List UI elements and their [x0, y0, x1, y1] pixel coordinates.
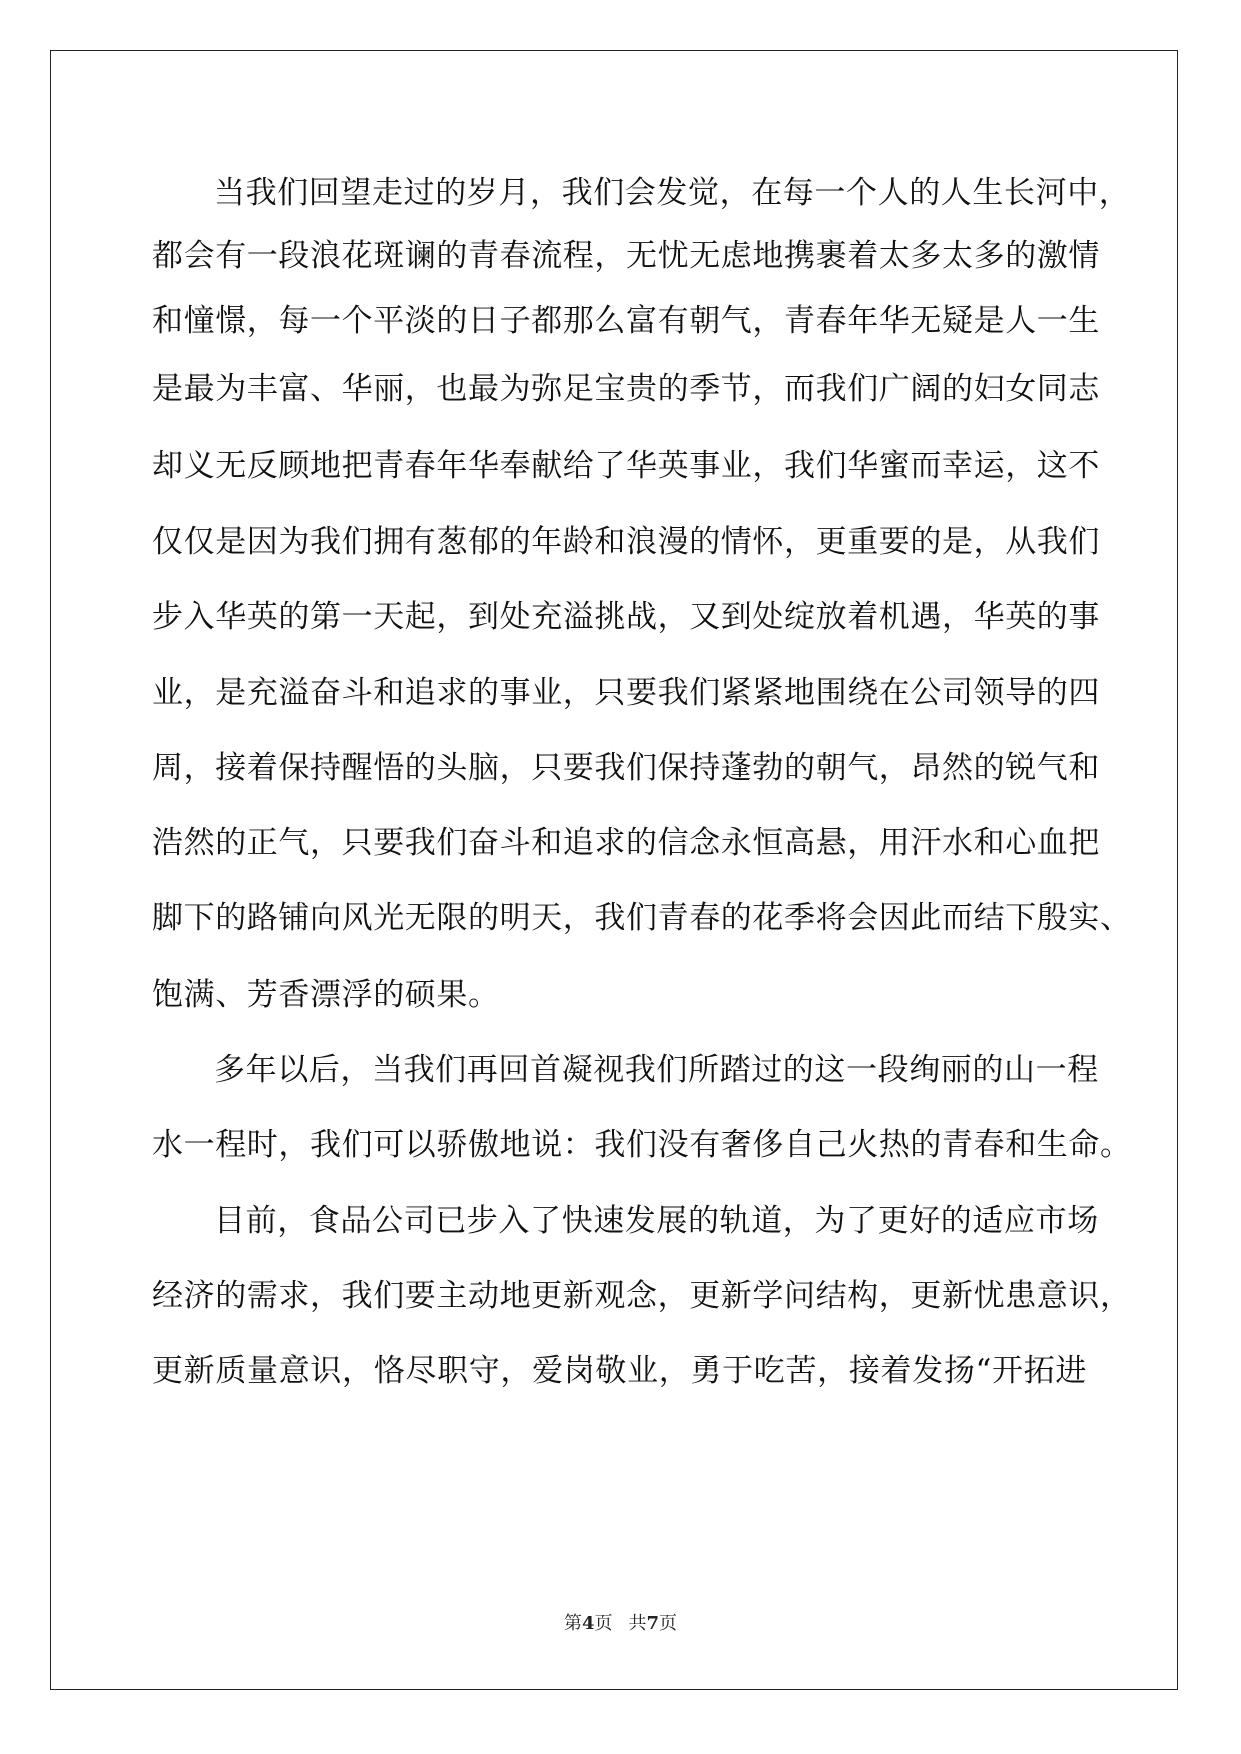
paragraph-1-line-7: 步入华英的第一天起，到处充溢挑战，又到处绽放着机遇，华英的事 [152, 599, 1100, 635]
paragraph-1-line-11: 脚下的路铺向风光无限的明天，我们青春的花季将会因此而结下殷实、 [152, 900, 1132, 936]
paragraph-1-line-2: 都会有一段浪花斑谰的青春流程，无忧无虑地携裹着太多太多的激情 [152, 238, 1100, 274]
paragraph-3-line-3: 更新质量意识，恪尽职守，爱岗敬业，勇于吃苦，接着发扬“开拓进 [152, 1353, 1087, 1389]
page-border [50, 50, 1178, 1690]
paragraph-3-line-1: 目前，食品公司已步入了快速发展的轨道，为了更好的适应市场 [214, 1203, 1099, 1239]
page-footer [0, 1612, 1241, 1636]
paragraph-1-line-6: 仅仅是因为我们拥有葱郁的年龄和浪漫的情怀，更重要的是，从我们 [152, 524, 1100, 560]
paragraph-1-line-1: 当我们回望走过的岁月，我们会发觉，在每一个人的人生长河中， [214, 175, 1131, 211]
paragraph-1-line-9: 周，接着保持醒悟的头脑，只要我们保持蓬勃的朝气，昂然的锐气和 [152, 750, 1100, 786]
footer-total-suffix: 页 [659, 1613, 678, 1634]
footer-page-prefix: 第 [563, 1613, 582, 1634]
paragraph-1-line-4: 是最为丰富、华丽，也最为弥足宝贵的季节，而我们广阔的妇女同志 [152, 371, 1100, 407]
paragraph-1-line-3: 和憧憬，每一个平淡的日子都那么富有朝气，青春年华无疑是人一生 [152, 303, 1100, 339]
paragraph-1-line-5: 却义无反顾地把青春年华奉献给了华英事业，我们华蜜而幸运，这不 [152, 448, 1100, 484]
paragraph-3-line-2: 经济的需求，我们要主动地更新观念，更新学问结构，更新忧患意识， [152, 1278, 1132, 1314]
footer-page-suffix: 页 [594, 1613, 613, 1634]
footer-current-page: 4 [581, 1613, 595, 1634]
paragraph-1-line-10: 浩然的正气，只要我们奋斗和追求的信念永恒高悬，用汗水和心血把 [152, 825, 1100, 861]
paragraph-1-line-12: 饱满、芳香漂浮的硕果。 [152, 977, 500, 1013]
footer-total-prefix: 共 [628, 1613, 647, 1634]
paragraph-1-line-8: 业，是充溢奋斗和追求的事业，只要我们紧紧地围绕在公司领导的四 [152, 675, 1100, 711]
paragraph-2-line-1: 多年以后，当我们再回首凝视我们所踏过的这一段绚丽的山一程 [214, 1052, 1099, 1088]
footer-total-pages: 7 [646, 1613, 660, 1634]
paragraph-2-line-2: 水一程时，我们可以骄傲地说：我们没有奢侈自己火热的青春和生命。 [152, 1127, 1132, 1163]
